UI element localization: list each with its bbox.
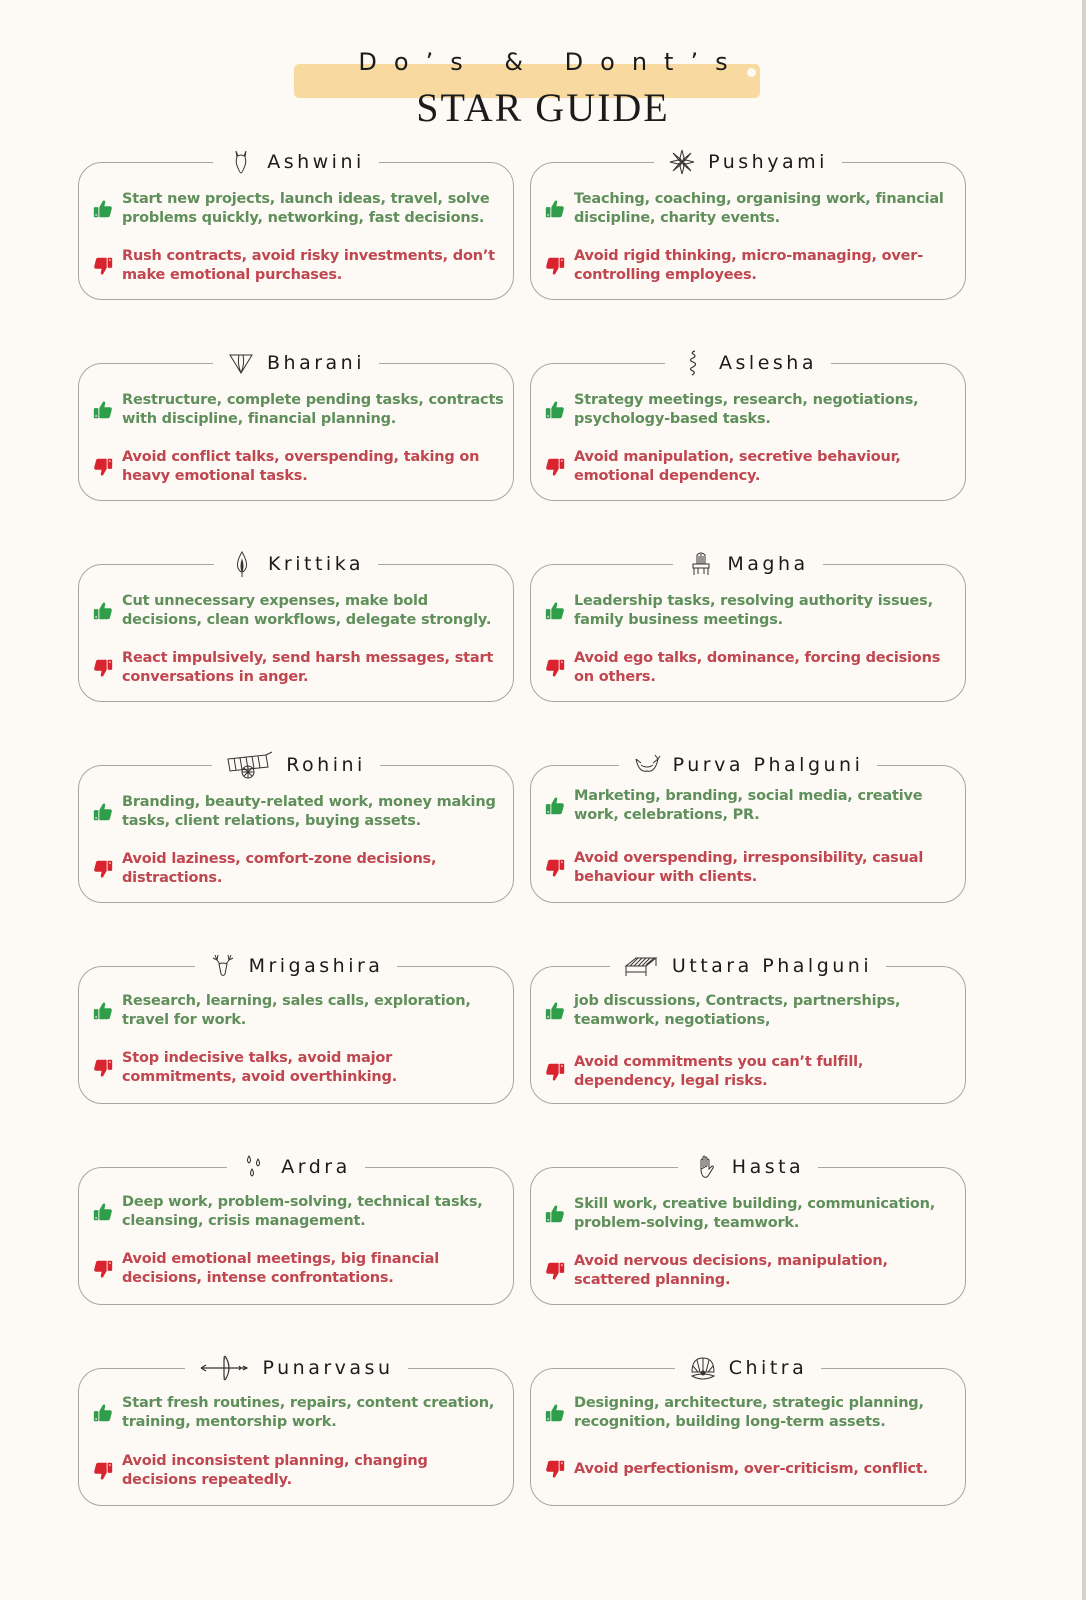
star-name: Rohini	[286, 754, 366, 776]
thumbs-up-icon	[544, 1000, 566, 1022]
thumbs-down-icon	[544, 1458, 566, 1480]
dont-text: Stop indecisive talks, avoid major commitments, avoid overthinking.	[122, 1050, 398, 1085]
do-text: Strategy meetings, research, negotiations, psychology-based tasks.	[574, 392, 919, 427]
star-card-bharani	[78, 347, 514, 501]
thumbs-up-icon	[92, 399, 114, 421]
do-text: Leadership tasks, resolving authority issues, family business meetings.	[574, 593, 933, 628]
pearl-shell-icon	[689, 1354, 717, 1382]
throne-icon	[687, 550, 715, 578]
star-card-aslesha	[530, 347, 966, 501]
do-text: job discussions, Contracts, partnerships, teamwork, negotiations,	[574, 993, 901, 1028]
page-title: STAR GUIDE	[416, 85, 670, 130]
star-card-chitra	[530, 1352, 966, 1506]
dont-text: React impulsively, send harsh messages, start conversations in anger.	[122, 650, 494, 685]
star-card-pushyami	[530, 146, 966, 300]
dont-text: Avoid emotional meetings, big financial decisions, intense confrontations.	[122, 1251, 439, 1286]
thumbs-down-icon	[92, 858, 114, 880]
do-text: Cut unnecessary expenses, make bold decisions, clean workflows, delegate strongly.	[122, 593, 492, 628]
star-name: Aslesha	[719, 352, 817, 374]
do-text: Marketing, branding, social media, creative work, celebrations, PR.	[574, 788, 923, 823]
bed-icon	[624, 952, 660, 980]
dont-text: Avoid overspending, irresponsibility, casual behaviour with clients.	[574, 850, 924, 885]
thumbs-up-icon	[544, 1402, 566, 1424]
deer-head-icon	[209, 952, 237, 980]
thumbs-down-icon	[92, 1258, 114, 1280]
teardrops-icon	[241, 1153, 269, 1181]
thumbs-up-icon	[544, 795, 566, 817]
page-header	[0, 0, 1086, 140]
star-name: Bharani	[267, 352, 365, 374]
star-name: Purva Phalguni	[672, 754, 864, 776]
thumbs-down-icon	[92, 1460, 114, 1482]
star-card-hasta	[530, 1151, 966, 1305]
thumbs-down-icon	[92, 657, 114, 679]
thumbs-up-icon	[544, 1203, 566, 1225]
thumbs-down-icon	[544, 1260, 566, 1282]
serpent-icon	[679, 349, 707, 377]
star-card-ardra	[78, 1151, 514, 1305]
page-subtitle: Do’s & Dont’s	[358, 48, 745, 76]
star-card-rohini	[78, 749, 514, 903]
thumbs-down-icon	[544, 255, 566, 277]
thumbs-down-icon	[544, 857, 566, 879]
cart-icon	[226, 751, 274, 779]
do-text: Start fresh routines, repairs, content creation, training, mentorship work.	[122, 1395, 495, 1430]
star-name: Ardra	[281, 1156, 351, 1178]
yoni-triangle-icon	[227, 349, 255, 377]
do-text: Start new projects, launch ideas, travel, solve problems quickly, networking, fast decisions.	[122, 191, 490, 226]
do-text: Branding, beauty-related work, money making tasks, client relations, buying assets.	[122, 794, 496, 829]
thumbs-up-icon	[544, 600, 566, 622]
thumbs-up-icon	[92, 801, 114, 823]
flame-icon	[228, 550, 256, 578]
star-card-magha	[530, 548, 966, 702]
flower-icon	[668, 148, 696, 176]
dont-text: Avoid laziness, comfort-zone decisions, distractions.	[122, 851, 437, 886]
dont-text: Avoid nervous decisions, manipulation, scattered planning.	[574, 1253, 888, 1288]
bow-arrow-icon	[199, 1354, 251, 1382]
do-text: Skill work, creative building, communication, problem-solving, teamwork.	[574, 1196, 936, 1231]
do-text: Deep work, problem-solving, technical tasks, cleansing, crisis management.	[122, 1194, 483, 1229]
do-text: Research, learning, sales calls, exploration, travel for work.	[122, 993, 471, 1028]
star-card-krittika	[78, 548, 514, 702]
dont-text: Avoid perfectionism, over-criticism, conflict.	[574, 1460, 928, 1477]
thumbs-down-icon	[92, 456, 114, 478]
star-name: Magha	[727, 553, 809, 575]
do-text: Restructure, complete pending tasks, contracts with discipline, financial planning.	[122, 392, 504, 427]
star-name: Punarvasu	[262, 1357, 394, 1379]
do-text: Designing, architecture, strategic planning, recognition, building long-term assets.	[574, 1395, 924, 1430]
thumbs-up-icon	[92, 1000, 114, 1022]
do-text: Teaching, coaching, organising work, financial discipline, charity events.	[574, 191, 944, 226]
dont-text: Avoid manipulation, secretive behaviour, emotional dependency.	[574, 449, 901, 484]
star-name: Pushyami	[708, 151, 828, 173]
dont-text: Avoid inconsistent planning, changing decisions repeatedly.	[122, 1453, 428, 1488]
star-name: Mrigashira	[248, 955, 384, 977]
star-name: Krittika	[267, 553, 365, 575]
thumbs-down-icon	[92, 255, 114, 277]
thumbs-down-icon	[544, 1061, 566, 1083]
star-card-ashwini	[78, 146, 514, 300]
horse-head-icon	[227, 148, 255, 176]
thumbs-down-icon	[92, 1057, 114, 1079]
thumbs-down-icon	[544, 657, 566, 679]
hand-icon	[692, 1153, 720, 1181]
star-name: Chitra	[728, 1357, 808, 1379]
thumbs-up-icon	[544, 399, 566, 421]
thumbs-up-icon	[92, 600, 114, 622]
thumbs-up-icon	[544, 198, 566, 220]
thumbs-up-icon	[92, 1402, 114, 1424]
page-edge	[1082, 0, 1086, 1600]
dont-text: Avoid ego talks, dominance, forcing decisions on others.	[574, 650, 941, 685]
dont-text: Avoid rigid thinking, micro-managing, over-controlling employees.	[574, 248, 924, 283]
card-border	[530, 1368, 966, 1506]
thumbs-down-icon	[544, 456, 566, 478]
star-name: Hasta	[731, 1156, 805, 1178]
star-card-uttara-phalguni	[530, 950, 966, 1104]
dont-text: Rush contracts, avoid risky investments, don’t make emotional purchases.	[122, 248, 495, 283]
star-name: Ashwini	[267, 151, 365, 173]
dont-text: Avoid commitments you can’t fulfill, dependency, legal risks.	[574, 1054, 864, 1089]
hammock-icon	[633, 751, 661, 779]
star-name: Uttara Phalguni	[671, 955, 873, 977]
star-card-purva-phalguni	[530, 749, 966, 903]
star-card-punarvasu	[78, 1352, 514, 1506]
dont-text: Avoid conflict talks, overspending, taking on heavy emotional tasks.	[122, 449, 480, 484]
thumbs-up-icon	[92, 1201, 114, 1223]
thumbs-up-icon	[92, 198, 114, 220]
star-card-mrigashira	[78, 950, 514, 1104]
